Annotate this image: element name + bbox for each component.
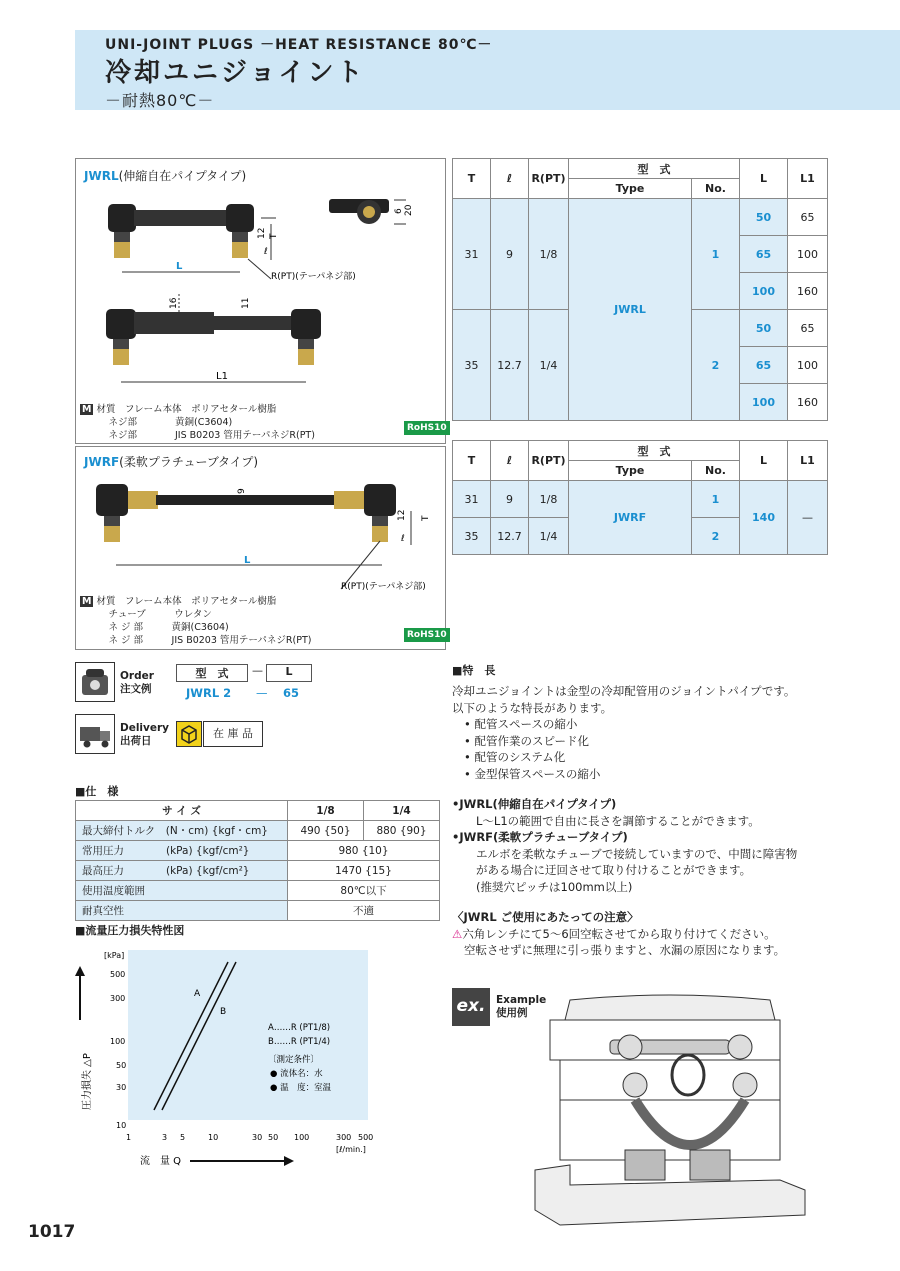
svg-text:1: 1 — [126, 1133, 132, 1142]
jwrf-desc: (柔軟プラチューブタイプ) — [119, 455, 259, 469]
page-number: 1017 — [28, 1222, 76, 1242]
order-type-header: 型 式 — [176, 664, 248, 682]
svg-text:11: 11 — [241, 297, 251, 309]
svg-text:50: 50 — [268, 1133, 279, 1142]
svg-text:[kPa]: [kPa] — [104, 951, 125, 960]
flow-chart-title: ■流量圧力損失特性図 — [75, 924, 185, 937]
svg-text:流 量 Q: 流 量 Q — [140, 1156, 182, 1167]
svg-text:12: 12 — [397, 509, 407, 521]
table-row: 耐真空性 不適 — [76, 901, 440, 921]
svg-text:300: 300 — [336, 1133, 352, 1142]
spec-table: サ イ ズ 1/8 1/4 最大締付トルク (N・cm) {kgf・cm} 490 {50} 880 {90} 常用圧力 (kPa) {kgf/cm²} 980 {10} 最高圧力 (kPa) {kgf/cm²} 1470 {15} 使用温度範囲 80℃以下 耐真空性 不適 — [75, 800, 440, 921]
svg-text:ℓ: ℓ — [401, 534, 405, 544]
dim-R: R(PT)(テーパネジ部) — [271, 272, 356, 282]
truck-icon — [75, 714, 115, 754]
jwrl-panel — [75, 158, 446, 444]
table-row: 65 100 — [453, 347, 828, 384]
svg-text:A……R (PT1/8): A……R (PT1/8) — [268, 1023, 331, 1033]
table-row: 31 9 1/8 JWRF 1 140 — — [453, 481, 828, 518]
svg-text:T: T — [421, 515, 431, 521]
jwrl-drawing — [76, 184, 446, 399]
jwrf-size-table: T ℓ R(PT) 型 式 L L1 Type No. 31 9 1/8 JWRF 1 140 — 35 12.7 1/4 2 — [452, 440, 828, 555]
dim-R: R(PT)(テーパネジ部) — [341, 582, 426, 592]
svg-text:16: 16 — [169, 297, 179, 309]
svg-text:50: 50 — [116, 1061, 127, 1070]
spec-section-title: ■仕 様 — [75, 785, 119, 798]
svg-text:● 流体名：水: ● 流体名：水 — [270, 1069, 323, 1079]
delivery-label: Delivery — [120, 722, 170, 734]
svg-text:B: B — [220, 1007, 227, 1017]
jwrf-panel — [75, 446, 446, 650]
svg-text:30: 30 — [116, 1083, 127, 1092]
svg-text:100: 100 — [110, 1037, 126, 1046]
svg-text:300: 300 — [110, 994, 126, 1003]
rohs-badge: RoHS10 — [404, 628, 450, 642]
table-row: 31 9 1/8 JWRL 1 50 65 — [453, 199, 828, 236]
svg-text:6: 6 — [394, 208, 404, 214]
order-l-header: L — [266, 664, 312, 682]
order-type-value: JWRL 2 — [186, 686, 232, 700]
svg-text:● 温 度：室温: ● 温 度：室温 — [270, 1083, 332, 1093]
jwrl-size-table: T ℓ R(PT) 型 式 L L1 Type No. 31 9 1/8 JWRL 1 50 65 65 100 100 160 35 12.7 1/4 2 50 65 65 100 100 160 — [452, 158, 828, 421]
order-l-value: 65 — [283, 686, 300, 700]
svg-text:[ℓ/min.]: [ℓ/min.] — [336, 1145, 366, 1154]
table-row: 100 160 — [453, 384, 828, 421]
jwrl-material: M 材質 フレーム本体 ポリアセタール樹脂 ネジ部 黄銅(C3604) ネジ部 JIS B0203 管用テーパネジR(PT) — [80, 404, 315, 441]
dim-L: L — [244, 555, 251, 566]
features-title: ■特 長 — [452, 664, 496, 677]
dim-L1: L1 — [216, 371, 228, 382]
svg-text:10: 10 — [116, 1121, 127, 1130]
table-row: 使用温度範囲 80℃以下 — [76, 881, 440, 901]
page-subtitle: －耐熱80℃－ — [105, 91, 215, 110]
svg-text:9: 9 — [237, 488, 247, 494]
svg-text:A: A — [194, 989, 201, 999]
svg-text:圧力損失 △P: 圧力損失 △P — [82, 1053, 93, 1110]
stock-badge: 在 庫 品 — [203, 721, 263, 747]
table-row: 100 160 — [453, 273, 828, 310]
svg-text:20: 20 — [404, 204, 414, 216]
jwrf-model: JWRF — [84, 455, 120, 469]
example-label: Example — [496, 994, 547, 1006]
svg-text:100: 100 — [294, 1133, 310, 1142]
jwrl-desc: (伸縮自在パイプタイプ) — [118, 169, 247, 183]
example-illustration — [530, 990, 810, 1240]
svg-text:30: 30 — [252, 1133, 263, 1142]
jwrf-drawing — [76, 469, 446, 594]
order-label: Order — [120, 670, 154, 682]
jwrf-material: M 材質 フレーム本体 ポリアセタール樹脂 チューブ ウレタン ネ ジ 部 黄銅(C3604) ネ ジ 部 JIS B0203 管用テーパネジR(PT) — [80, 596, 312, 646]
phone-icon — [75, 662, 115, 702]
table-row: 常用圧力 (kPa) {kgf/cm²} 980 {10} — [76, 841, 440, 861]
title-en: UNI-JOINT PLUGS －HEAT RESISTANCE 80℃－ — [105, 37, 493, 53]
example-icon: ex. — [452, 988, 490, 1026]
svg-text:500: 500 — [358, 1133, 374, 1142]
svg-text:12: 12 — [257, 227, 267, 239]
page-title: 冷却ユニジョイント — [105, 58, 366, 88]
svg-text:500: 500 — [110, 970, 126, 979]
table-row: 最大締付トルク (N・cm) {kgf・cm} 490 {50} 880 {90} — [76, 821, 440, 841]
features-text: 冷却ユニジョイントは金型の冷却配管用のジョイントパイプです。 以下のような特長があります。 • 配管スペースの縮小 • 配管作業のスピード化 • 配管のシステム化 • 金型保管スペースの縮小 •JWRL(伸縮自在パイプタイプ) L～L1の範囲で自由に長さを調節することができます。 •JWRF(柔軟プラチューブタイプ) エルボを柔軟なチューブで接続していますので、中間に障害物 がある場合に迂回させて取り付けることができます。 (推奨穴ピッチは100mm以上) 〈JWRL ご使用にあたっての注意〉 ⚠六角レンチにて5～6回空転させてから取り付けてください。 空転させずに無理に引っ張りますと、水漏の原因になります。 — [452, 684, 798, 957]
caution-icon: ⚠ — [452, 926, 463, 941]
svg-text:5: 5 — [180, 1133, 186, 1142]
svg-text:B……R (PT1/4): B……R (PT1/4) — [268, 1037, 331, 1047]
table-row: 最高圧力 (kPa) {kgf/cm²} 1470 {15} — [76, 861, 440, 881]
table-row: 35 12.7 1/4 2 50 65 — [453, 310, 828, 347]
box-icon — [176, 721, 202, 747]
table-row: 35 12.7 1/4 2 — [453, 518, 828, 555]
svg-text:3: 3 — [162, 1133, 168, 1142]
svg-text:〔測定条件〕: 〔測定条件〕 — [268, 1055, 320, 1065]
svg-text:ℓ: ℓ — [264, 247, 268, 257]
flow-chart — [68, 940, 388, 1170]
dim-L: L — [176, 261, 183, 272]
svg-text:10: 10 — [208, 1133, 219, 1142]
jwrl-model: JWRL — [84, 169, 119, 183]
rohs-badge: RoHS10 — [404, 421, 450, 435]
svg-text:T: T — [269, 233, 279, 239]
table-row: 65 100 — [453, 236, 828, 273]
